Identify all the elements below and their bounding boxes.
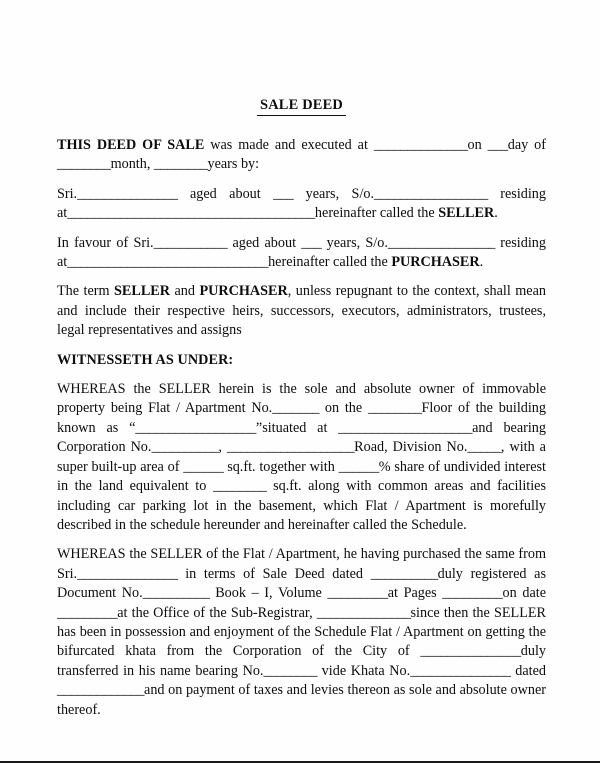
paragraph-purchaser-details: In favour of Sri.___________ aged about ___ years, S/o.________________ residing at______________________________hereinafter called the PURCHASER. xyxy=(57,234,546,271)
document-body xyxy=(57,96,546,730)
blank-land-equivalent: ________ xyxy=(212,478,267,495)
term-seller: SELLER xyxy=(114,283,170,300)
blank-document-no: __________ xyxy=(142,585,210,602)
page-title-text: SALE DEED xyxy=(257,96,346,116)
blank-previous-owner: _______________ xyxy=(77,565,178,582)
page-title xyxy=(57,96,546,116)
blank-seller-father: _________________ xyxy=(374,185,488,202)
blank-seller-age: ___ xyxy=(273,185,294,202)
blank-road: ___________________ xyxy=(226,439,355,456)
blank-purchaser-age: ___ xyxy=(301,234,322,251)
blank-seller-name: _______________ xyxy=(77,185,178,202)
blank-bearing-no: ________ xyxy=(263,662,318,679)
paragraph-term-definition: The term SELLER and PURCHASER, unless repugnant to the context, shall mean and include their respective heirs, successors, executors, administrators, trustees, legal representatives and assigns xyxy=(57,283,546,339)
blank-day: ___ xyxy=(487,137,508,153)
blank-division-no: _____ xyxy=(467,439,501,456)
deed-of-sale-lead: THIS DEED OF SALE xyxy=(57,137,205,153)
blank-sale-deed-date: __________ xyxy=(370,565,438,582)
paragraph-seller-details: Sri._______________ aged about ___ years, S/o._________________ residing at_____________________________________hereinafter called the SELLER. xyxy=(57,185,546,222)
witnesseth-heading: WITNESSETH AS UNDER: xyxy=(57,351,234,368)
blank-sub-registrar: ______________ xyxy=(316,604,411,621)
blank-corporation-no: __________ xyxy=(151,439,219,456)
blank-builtup-area: ______ xyxy=(183,458,224,475)
paragraph-deed-of-sale: THIS DEED OF SALE was made and executed at ______________on ___day of ________month, ________years by: xyxy=(57,137,546,173)
blank-registration-date: _________ xyxy=(57,604,118,621)
term-purchaser: PURCHASER xyxy=(199,283,288,300)
paragraph-whereas-property: WHEREAS the SELLER herein is the sole and absolute owner of immovable property being Flat / Apartment No._______ on the ________Floor of the building known as “__________________”situated at ____________________and bearing Corporation No.__________, ___________________Road, Division No._____, with a super built-up area of ______ sq.ft. together with ______% share of undivided interest in the land equivalent to ________ sq.ft. along with common areas and facilities including car parking lot in the basement, which Flat / Apartment is morefully described in the schedule hereunder and hereinafter called the Schedule. xyxy=(57,381,546,533)
paragraph-whereas-purchase-history: WHEREAS the SELLER of the Flat / Apartment, he having purchased the same from Sri._______________ in terms of Sale Deed dated __________duly registered as Document No.__________ Book – I, Volume _________at Pages _________on date _________at the Office of the Sub-Registrar, ______________since then the SELLER has been in possession and enjoyment of the Schedule Flat / Apartment on getting the bifurcated khata from the Corporation of the City of _______________duly transferred in his name bearing No.________ vide Khata No._______________ dated _____________and on payment of taxes and levies thereon as sole and absolute owner thereof. xyxy=(57,546,546,718)
blank-share-percent: ______ xyxy=(338,458,379,475)
blank-purchaser-name: ___________ xyxy=(153,234,228,251)
blank-purchaser-father: ________________ xyxy=(387,234,495,251)
blank-purchaser-address: ______________________________ xyxy=(67,254,269,271)
blank-year: ________ xyxy=(153,156,208,173)
blank-place: ______________ xyxy=(373,137,468,153)
blank-floor: ________ xyxy=(367,400,422,417)
blank-seller-address: _____________________________________ xyxy=(67,205,315,222)
blank-situated-at: ____________________ xyxy=(338,419,473,436)
blank-pages: _________ xyxy=(442,585,503,602)
blank-khata-date: _____________ xyxy=(57,682,145,699)
blank-volume: _________ xyxy=(327,585,388,602)
blank-month: ________ xyxy=(57,156,111,173)
purchaser-label: PURCHASER xyxy=(391,254,480,271)
blank-flat-no: _______ xyxy=(272,400,320,417)
blank-khata-no: _______________ xyxy=(410,662,511,679)
blank-building-name: __________________ xyxy=(135,419,256,436)
seller-label: SELLER xyxy=(438,205,495,222)
blank-city: _______________ xyxy=(420,643,521,660)
